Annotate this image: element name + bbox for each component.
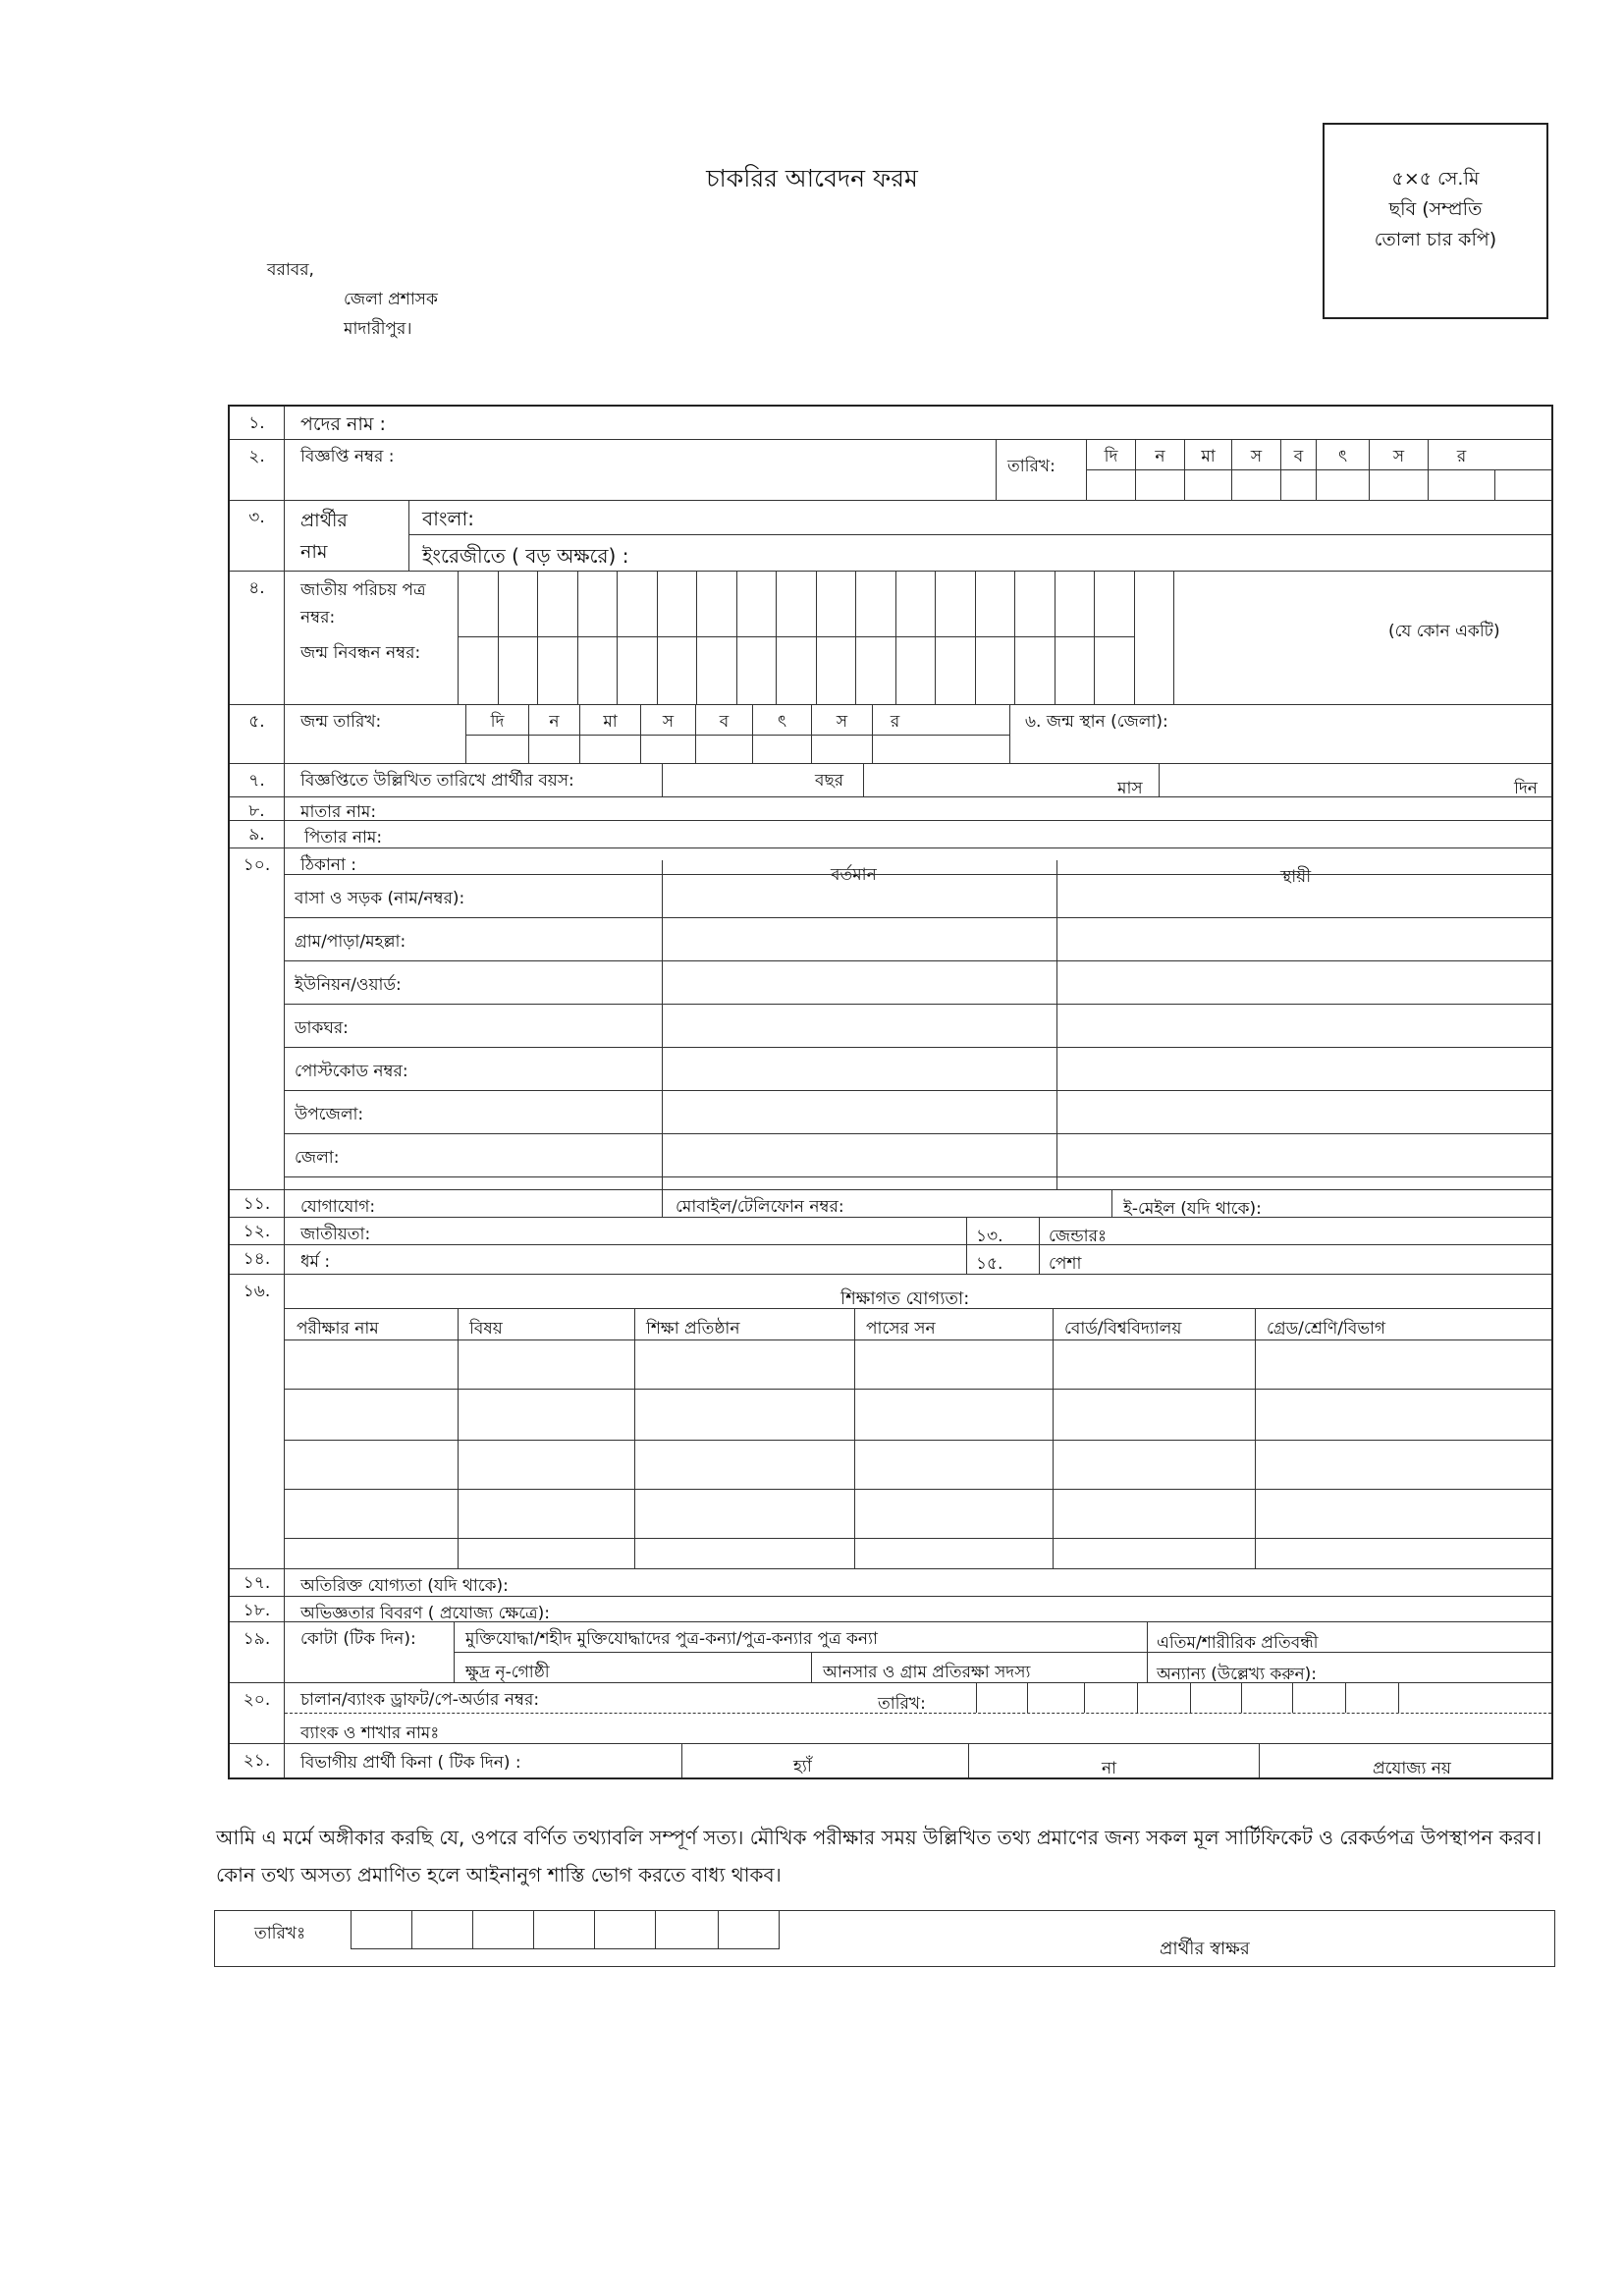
departmental-label: বিভাগীয় প্রার্থী কিনা ( টিক দিন) :	[300, 1753, 521, 1773]
quota-orphan-disabled[interactable]: এতিম/শারীরিক প্রতিবন্ধী	[1157, 1633, 1319, 1653]
profession-field[interactable]: পেশা	[1049, 1254, 1082, 1274]
birth-date-cell[interactable]: দি	[465, 705, 528, 735]
education-column-header: পরীক্ষার নাম	[297, 1319, 379, 1339]
address-field-label: উপজেলা:	[295, 1105, 364, 1124]
applicant-signature-label: প্রার্থীর স্বাক্ষর	[1160, 1939, 1250, 1959]
row-number: ১.	[230, 407, 285, 439]
declaration-text: আমি এ মর্মে অঙ্গীকার করছি যে, ওপরে বর্ণিত তথ্যাবলি সম্পূর্ণ সত্য। মৌখিক পরীক্ষার সময় উল্লিখিত তথ্য প্রমাণের জন্য সকল মূল সার্টিফিকেট ও রেকর্ডপত্র উপস্থাপন করব। কোন তথ্য অসত্য প্রমাণিত হলে আইনানুগ শাস্তি ভোগ করতে বাধ্য থাকব।	[216, 1826, 1543, 1886]
age-day-label: দিন	[1514, 779, 1538, 798]
footer-date-cell[interactable]	[594, 1911, 656, 1949]
nid-digit-cell[interactable]	[935, 572, 975, 636]
footer-date-label: তারিখঃ	[254, 1924, 306, 1943]
circular-date-label: তারিখ:	[1007, 457, 1056, 476]
row-number: ১৮.	[230, 1597, 285, 1621]
circular-date-cell[interactable]: ৎ	[1316, 440, 1369, 469]
nid-digit-cell[interactable]	[1055, 572, 1095, 636]
row-departmental	[230, 1744, 1551, 1777]
present-address-input[interactable]	[662, 874, 1056, 917]
row-religion	[230, 1245, 1551, 1275]
nid-digit-cell[interactable]	[537, 572, 577, 636]
row-number: ১৪.	[230, 1245, 285, 1274]
nid-digit-cell[interactable]	[895, 572, 936, 636]
nid-note: (যে কোন একটি)	[1388, 622, 1500, 641]
birth-place-field[interactable]: ৬. জন্ম স্থান (জেলা):	[1025, 712, 1168, 732]
row-number: ৯.	[230, 821, 285, 847]
education-cell[interactable]	[634, 1339, 854, 1389]
row-nid	[230, 572, 1551, 705]
row-number: ৮.	[230, 797, 285, 820]
row-father-name	[230, 821, 1551, 848]
quota-ansar-vdp[interactable]: আনসার ও গ্রাম প্রতিরক্ষা সদস্য	[823, 1663, 1031, 1682]
row-number: ১২.	[230, 1218, 285, 1244]
experience-field[interactable]: অভিজ্ঞতার বিবরণ ( প্রযোজ্য ক্ষেত্রে):	[300, 1604, 550, 1623]
bank-branch-field[interactable]: ব্যাংক ও শাখার নামঃ	[300, 1723, 440, 1743]
nid-digit-cell[interactable]	[696, 572, 736, 636]
footer-date-cell[interactable]	[411, 1911, 473, 1949]
permanent-address-input[interactable]	[1056, 1090, 1553, 1133]
photo-recent-text: ছবি (সম্প্রতি	[1388, 198, 1483, 220]
present-address-input[interactable]	[662, 1090, 1056, 1133]
birth-date-cell[interactable]: মা	[579, 705, 640, 735]
gender-field[interactable]: জেন্ডারঃ	[1049, 1227, 1108, 1246]
education-cell[interactable]	[1053, 1389, 1255, 1440]
form-title: চাকরির আবেদন ফরম	[706, 164, 918, 192]
row-number: ১৬.	[230, 1275, 285, 1568]
row-number: ৩.	[230, 501, 285, 571]
nid-digit-cell[interactable]	[855, 572, 895, 636]
present-address-input[interactable]	[662, 960, 1056, 1004]
applicant-label-2: নাম	[300, 541, 328, 563]
present-address-input[interactable]	[662, 1133, 1056, 1176]
application-form	[228, 405, 1553, 1779]
education-cell[interactable]	[1053, 1440, 1255, 1489]
row-number: ১০.	[230, 848, 285, 1189]
permanent-address-input[interactable]	[1056, 1133, 1553, 1176]
row-number: ২০.	[230, 1683, 285, 1743]
education-cell[interactable]	[285, 1389, 458, 1440]
row-15-number: ১৫.	[976, 1254, 1003, 1274]
payment-date-cell[interactable]	[976, 1683, 1027, 1713]
row-contact	[230, 1190, 1551, 1218]
age-month-label: মাস	[1117, 779, 1143, 798]
education-cell[interactable]	[1053, 1489, 1255, 1538]
nid-digit-cell[interactable]	[498, 572, 538, 636]
row-circular-number	[230, 440, 1551, 501]
permanent-address-input[interactable]	[1056, 1004, 1553, 1047]
nid-digit-cell[interactable]	[1094, 572, 1134, 636]
nid-digit-cell[interactable]	[458, 572, 498, 636]
education-cell[interactable]	[458, 1389, 634, 1440]
nationality-field[interactable]: জাতীয়তা:	[300, 1225, 371, 1244]
name-bangla-field[interactable]: বাংলা:	[422, 507, 474, 530]
education-column-header: পাসের সন	[866, 1319, 936, 1339]
row-number: ২.	[230, 440, 285, 500]
permanent-address-input[interactable]	[1056, 874, 1553, 917]
quota-label: কোটা (টিক দিন):	[300, 1629, 416, 1649]
nid-label-2: নম্বর:	[300, 608, 336, 628]
education-cell[interactable]	[634, 1489, 854, 1538]
nid-digit-cell[interactable]	[975, 572, 1015, 636]
education-cell[interactable]	[854, 1489, 1053, 1538]
birth-date-cell[interactable]: স	[640, 705, 695, 735]
address-field-label: ডাকঘর:	[295, 1018, 349, 1038]
birth-date-cell[interactable]: ন	[528, 705, 579, 735]
footer-date-cell[interactable]	[655, 1911, 719, 1949]
addressee-district: মাদারীপুর।	[344, 319, 412, 339]
address-field-label: গ্রাম/পাড়া/মহল্লা:	[295, 932, 406, 952]
row-post-name	[230, 407, 1551, 440]
education-cell[interactable]	[634, 1389, 854, 1440]
row-13-number: ১৩.	[976, 1227, 1003, 1246]
row-number: ১৯.	[230, 1622, 285, 1682]
education-column-header: শিক্ষা প্রতিষ্ঠান	[646, 1319, 740, 1339]
row-number: ১৭.	[230, 1569, 285, 1596]
education-cell[interactable]	[854, 1389, 1053, 1440]
email-field[interactable]: ই-মেইল (যদি থাকে):	[1123, 1199, 1262, 1219]
nid-digit-cell[interactable]	[657, 572, 697, 636]
education-cell[interactable]	[1255, 1389, 1553, 1440]
nid-digit-cell[interactable]	[736, 572, 777, 636]
address-field-label: ইউনিয়ন/ওয়ার্ড:	[295, 975, 402, 995]
circular-date-cell[interactable]: স	[1231, 440, 1280, 469]
address-field-label: জেলা:	[295, 1148, 340, 1168]
footer-date-cell[interactable]	[718, 1911, 780, 1949]
education-column-header: বিষয়	[469, 1319, 503, 1339]
education-heading: শিক্ষাগত যোগ্যতা:	[840, 1288, 970, 1309]
education-cell[interactable]	[458, 1440, 634, 1489]
payment-date-cell[interactable]	[1292, 1683, 1345, 1713]
address-label: ঠিকানা :	[300, 855, 356, 875]
row-birth-date	[230, 705, 1551, 764]
circular-date-cell[interactable]: স	[1369, 440, 1428, 469]
circular-number-label: বিজ্ঞপ্তি নম্বর :	[300, 447, 395, 466]
religion-field[interactable]: ধর্ম :	[300, 1252, 331, 1272]
present-address-input[interactable]	[662, 1047, 1056, 1090]
payment-number-field[interactable]: চালান/ব্যাংক ড্রাফট/পে-অর্ডার নম্বর:	[300, 1690, 540, 1710]
age-label: বিজ্ঞপ্তিতে উল্লিখিত তারিখে প্রার্থীর বয়স:	[300, 771, 574, 791]
payment-date-cell[interactable]	[1027, 1683, 1084, 1713]
photo-size-text: ৫×৫ সে.মি	[1391, 168, 1480, 190]
footer-date-cell[interactable]	[351, 1911, 412, 1949]
applicant-label-1: প্রার্থীর	[300, 510, 348, 531]
father-name-field[interactable]: পিতার নাম:	[304, 828, 383, 847]
present-address-input[interactable]	[662, 1004, 1056, 1047]
photo-box[interactable]	[1323, 123, 1548, 319]
row-number: ১১.	[230, 1190, 285, 1217]
birth-date-cell[interactable]: র	[872, 705, 917, 735]
present-address-input[interactable]	[662, 917, 1056, 960]
quota-other[interactable]: অন্যান্য (উল্লেখ্য করুন):	[1157, 1665, 1317, 1684]
nid-digit-cell[interactable]	[1014, 572, 1055, 636]
signature-footer	[214, 1910, 1555, 1967]
nid-digit-cell[interactable]	[776, 572, 816, 636]
extra-qualification-field[interactable]: অতিরিক্ত যোগ্যতা (যদি থাকে):	[300, 1576, 509, 1596]
education-column-header: বোর্ড/বিশ্ববিদ্যালয়	[1064, 1319, 1182, 1339]
permanent-address-header: স্থায়ী	[1280, 867, 1312, 887]
footer-date-cell[interactable]	[472, 1911, 534, 1949]
row-number: ৭.	[230, 764, 285, 796]
circular-date-cell[interactable]: ন	[1135, 440, 1184, 469]
row-number: ২১.	[230, 1744, 285, 1777]
education-cell[interactable]	[1053, 1339, 1255, 1389]
education-cell[interactable]	[1255, 1489, 1553, 1538]
education-cell[interactable]	[458, 1489, 634, 1538]
payment-date-cell[interactable]	[1241, 1683, 1292, 1713]
payment-date-cell[interactable]	[1345, 1683, 1398, 1713]
nid-label-1: জাতীয় পরিচয় পত্র	[300, 580, 426, 600]
birth-date-label: জন্ম তারিখ:	[300, 712, 382, 732]
payment-date-cell[interactable]	[1190, 1683, 1241, 1713]
post-name-label: পদের নাম :	[300, 413, 386, 435]
present-address-header: বর্তমান	[831, 865, 877, 885]
education-cell[interactable]	[285, 1339, 458, 1389]
addressee-office: জেলা প্রশাসক	[344, 290, 438, 309]
departmental-na-option[interactable]: প্রযোজ্য নয়	[1373, 1759, 1451, 1778]
birth-date-cell[interactable]: ৎ	[752, 705, 811, 735]
age-year-label: বছর	[815, 771, 844, 791]
photo-copies-text: তোলা চার কপি)	[1374, 229, 1497, 250]
education-cell[interactable]	[634, 1440, 854, 1489]
education-cell[interactable]	[285, 1440, 458, 1489]
nid-digit-cell[interactable]	[577, 572, 618, 636]
circular-date-cell[interactable]: র	[1428, 440, 1494, 469]
row-address	[230, 848, 1551, 1190]
birth-date-cell[interactable]: ব	[695, 705, 752, 735]
education-cell[interactable]	[1255, 1440, 1553, 1489]
education-cell[interactable]	[1255, 1339, 1553, 1389]
education-cell[interactable]	[458, 1339, 634, 1389]
nid-digit-cell[interactable]	[816, 572, 856, 636]
row-quota	[230, 1622, 1551, 1683]
contact-label: যোগাযোগ:	[300, 1197, 376, 1217]
row-education	[230, 1275, 1551, 1569]
row-number: ৫.	[230, 705, 285, 763]
address-field-label: বাসা ও সড়ক (নাম/নম্বর):	[295, 889, 465, 908]
education-cell[interactable]	[854, 1440, 1053, 1489]
mobile-field[interactable]: মোবাইল/টেলিফোন নম্বর:	[676, 1197, 844, 1217]
birth-reg-label: জন্ম নিবন্ধন নম্বর:	[300, 643, 421, 663]
row-applicant-name	[230, 501, 1551, 572]
row-extra-qualification	[230, 1569, 1551, 1597]
quota-freedom-fighter[interactable]: মুক্তিযোদ্ধা/শহীদ মুক্তিযোদ্ধাদের পুত্র-কন্যা/পুত্র-কন্যার পুত্র কন্যা	[465, 1629, 878, 1649]
education-cell[interactable]	[285, 1489, 458, 1538]
education-column-header: গ্রেড/শ্রেণি/বিভাগ	[1267, 1319, 1386, 1339]
row-payment	[230, 1683, 1551, 1744]
addressee-to: বরাবর,	[267, 260, 314, 280]
permanent-address-input[interactable]	[1056, 960, 1553, 1004]
name-english-field[interactable]: ইংরেজীতে ( বড় অক্ষরে) :	[422, 544, 629, 568]
permanent-address-input[interactable]	[1056, 1047, 1553, 1090]
payment-date-cell[interactable]	[1084, 1683, 1137, 1713]
departmental-no-option[interactable]: না	[1102, 1759, 1117, 1778]
row-age	[230, 764, 1551, 797]
circular-date-cell[interactable]: মা	[1184, 440, 1231, 469]
payment-date-cell[interactable]	[1137, 1683, 1190, 1713]
departmental-yes-option[interactable]: হ্যাঁ	[793, 1757, 812, 1777]
nid-digit-cell[interactable]	[617, 572, 657, 636]
address-field-label: পোস্টকোড নম্বর:	[295, 1062, 408, 1081]
circular-date-cell[interactable]: দি	[1086, 440, 1135, 469]
permanent-address-input[interactable]	[1056, 917, 1553, 960]
education-cell[interactable]	[854, 1339, 1053, 1389]
footer-date-cell[interactable]	[533, 1911, 595, 1949]
quota-ethnic[interactable]: ক্ষুদ্র নৃ-গোষ্ঠী	[465, 1663, 550, 1682]
mother-name-field[interactable]: মাতার নাম:	[300, 802, 377, 822]
payment-date-label: তারিখ:	[878, 1694, 926, 1714]
row-experience	[230, 1597, 1551, 1622]
birth-date-cell[interactable]: স	[811, 705, 872, 735]
row-mother-name	[230, 797, 1551, 821]
row-number: ৪.	[230, 572, 285, 704]
row-nationality	[230, 1218, 1551, 1245]
circular-date-cell[interactable]: ব	[1280, 440, 1316, 469]
